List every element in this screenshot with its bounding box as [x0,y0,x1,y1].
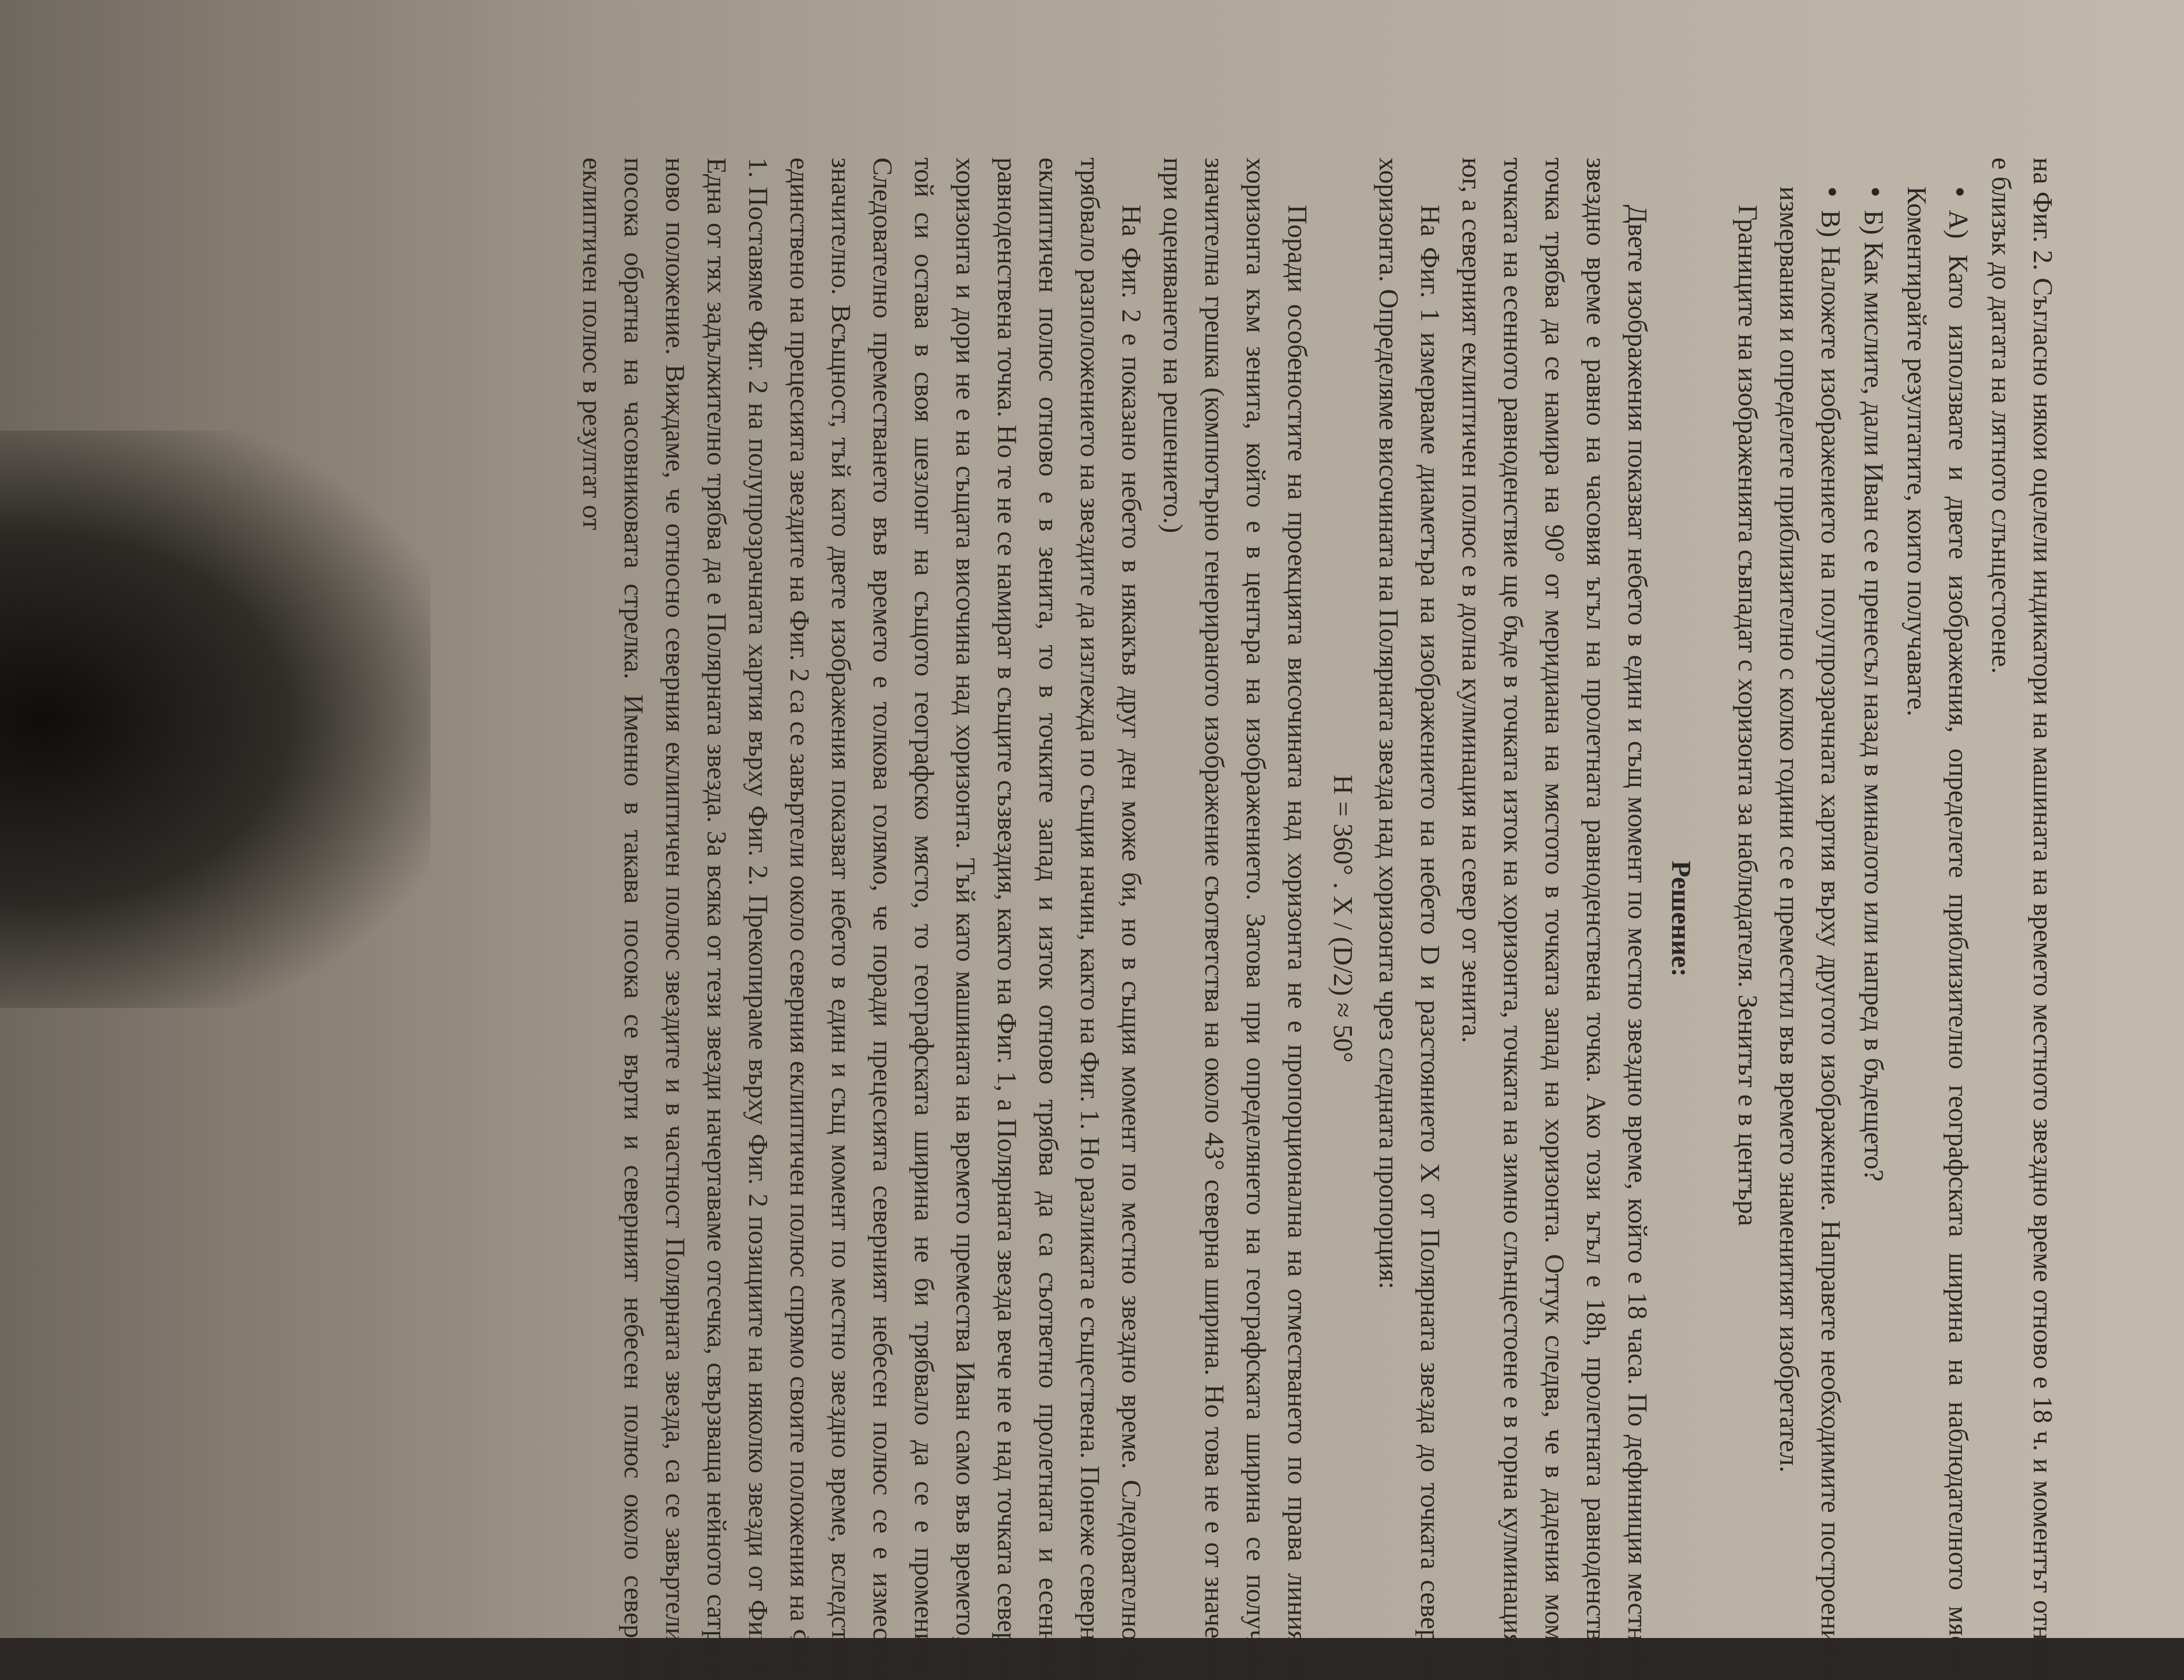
question-a-text: А) Като използвате и двете изображения, определете приблизително географската ширина на наблюдателното място. Коментирайте резултатите, които получавате. [1902,186,1973,1680]
solution-paragraph-1: Двете изображения показват небето в един и същ момент по местно звездно време, който е 18 часа. По дефиниция местното звездно време е равно на часовия ъгъл на пролетната равноденствена точка. Ако този ъгъл е 18h, пролетната равноденствена точка трябва да се намира на 90° от меридиана на мястото в точката запад на хоризонта. Оттук следва, че в дадения момент точката на есенното равноденствие ще бъде в точката изток на хоризонта, точката на зимно слънцестоене е в горна кулминация на юг, а северният еклиптичен полюс е в долна кулминация на север от зенита. [1456,158,1652,1680]
question-b [1853,158,1896,1680]
question-c-text: В) Наложете изображението на полупрозрачната хартия върху другото изображение. Направете необходимите построения и измервания и определете приблизително с колко години се е преместил във времето знаменитият изобретател. [1774,186,1845,1680]
boundary-note: Границите на изображенията съвпадат с хоризонта за наблюдателя. Зенитът е в центъра [1732,205,1762,1226]
question-c [1768,158,1853,1680]
document-page [194,158,2063,1680]
bullet-icon: • [1815,186,1850,198]
solution-paragraph-3: Поради особеностите на проекцията височината над хоризонта не е пропорционална на отместването по права линия от хоризонта към зенита, който е в центъра на изображението. Затова при определянето на географската ширина се получава значителна грешка (компютърно генерираното изображение съответства на около 43° северна ширина. Но това не е от значение при оценяването на решението.) [1158,158,1312,1680]
question-a [1896,158,1980,1680]
spacer [1715,158,1727,1680]
height-formula: H = 360° . X / (D/2) ≈ 50° [1328,774,1358,1063]
solution-heading: Решение: [1666,860,1696,977]
intro-paragraph: на Фиг. 2. Съгласно някои оцелели индикатори на машината на времето местното звездно време отново е 18 ч. и моментът отново е близък до датата на лятното слънцестоене. [1986,158,2057,1680]
question-b-text: Б) Как мислите, дали Иван се е пренесъл назад в миналото или напред в бъдещето? [1858,210,1888,1182]
solution-paragraph-4: На Фиг. 2 е показано небето в някакъв друг ден може би, но в същия момент по местно звездно време. Следователно би трябвало разположението на звездите да изглежда по същия начин, както на Фиг. 1. Но разликата е съществена. Понеже северният еклиптичен полюс отново е в зенита, то в точките запад и изток отново трябва да са съответно пролетната и есенната равноденствена точка. Но те не се намират в същите съзвездия, както на Фиг. 1, а Полярната звезда вече не е над точката север на хоризонта и дори не е на същата височина над хоризонта. Тъй като машината на времето премества Иван само във времето, но той си остава в своя шезлонг на същото географско място, то географската ширина не би трябвало да се е променила. Следователно преместването във времето е толкова голямо, че поради прецесията северният небесен полюс се е изместил значително. Всъщност, тъй като двете изображения показват небето в един и същ момент по местно звездно време, вследствие единствено на прецесията звездите на Фиг. 2 са се завъртели около северния еклиптичен полюс спрямо своите положения на Фиг. 1. Поставяме Фиг. 2 на полупрозрачната хартия върху Фиг. 2. Прекопираме върху Фиг. 2 позициите на няколко звезди от Фиг. 1. Една от тях задължително трябва да е Полярната звезда. За всяка от тези звезди начертаваме отсечка, свързваща нейното сатро и ново положение. Виждаме, че относно северния еклиптичен полюс звездите и в частност Полярната звезда, са се завъртели по посока обратна на часовниковата стрелка. Именно в такава посока се върти и северният небесен полюс около северния еклиптичен полюс в резултат от [577,158,1146,1680]
solution-paragraph-2: На Фиг. 1 измерваме диаметъра на изображението на небето D и разстоянието X от Полярната звезда до точката север на хоризонта. Определяме височината на Полярната звезда над хоризонта чрез следната пропорция: [1373,158,1445,1680]
bullet-icon: • [1942,186,1977,198]
bullet-icon: • [1858,186,1893,198]
